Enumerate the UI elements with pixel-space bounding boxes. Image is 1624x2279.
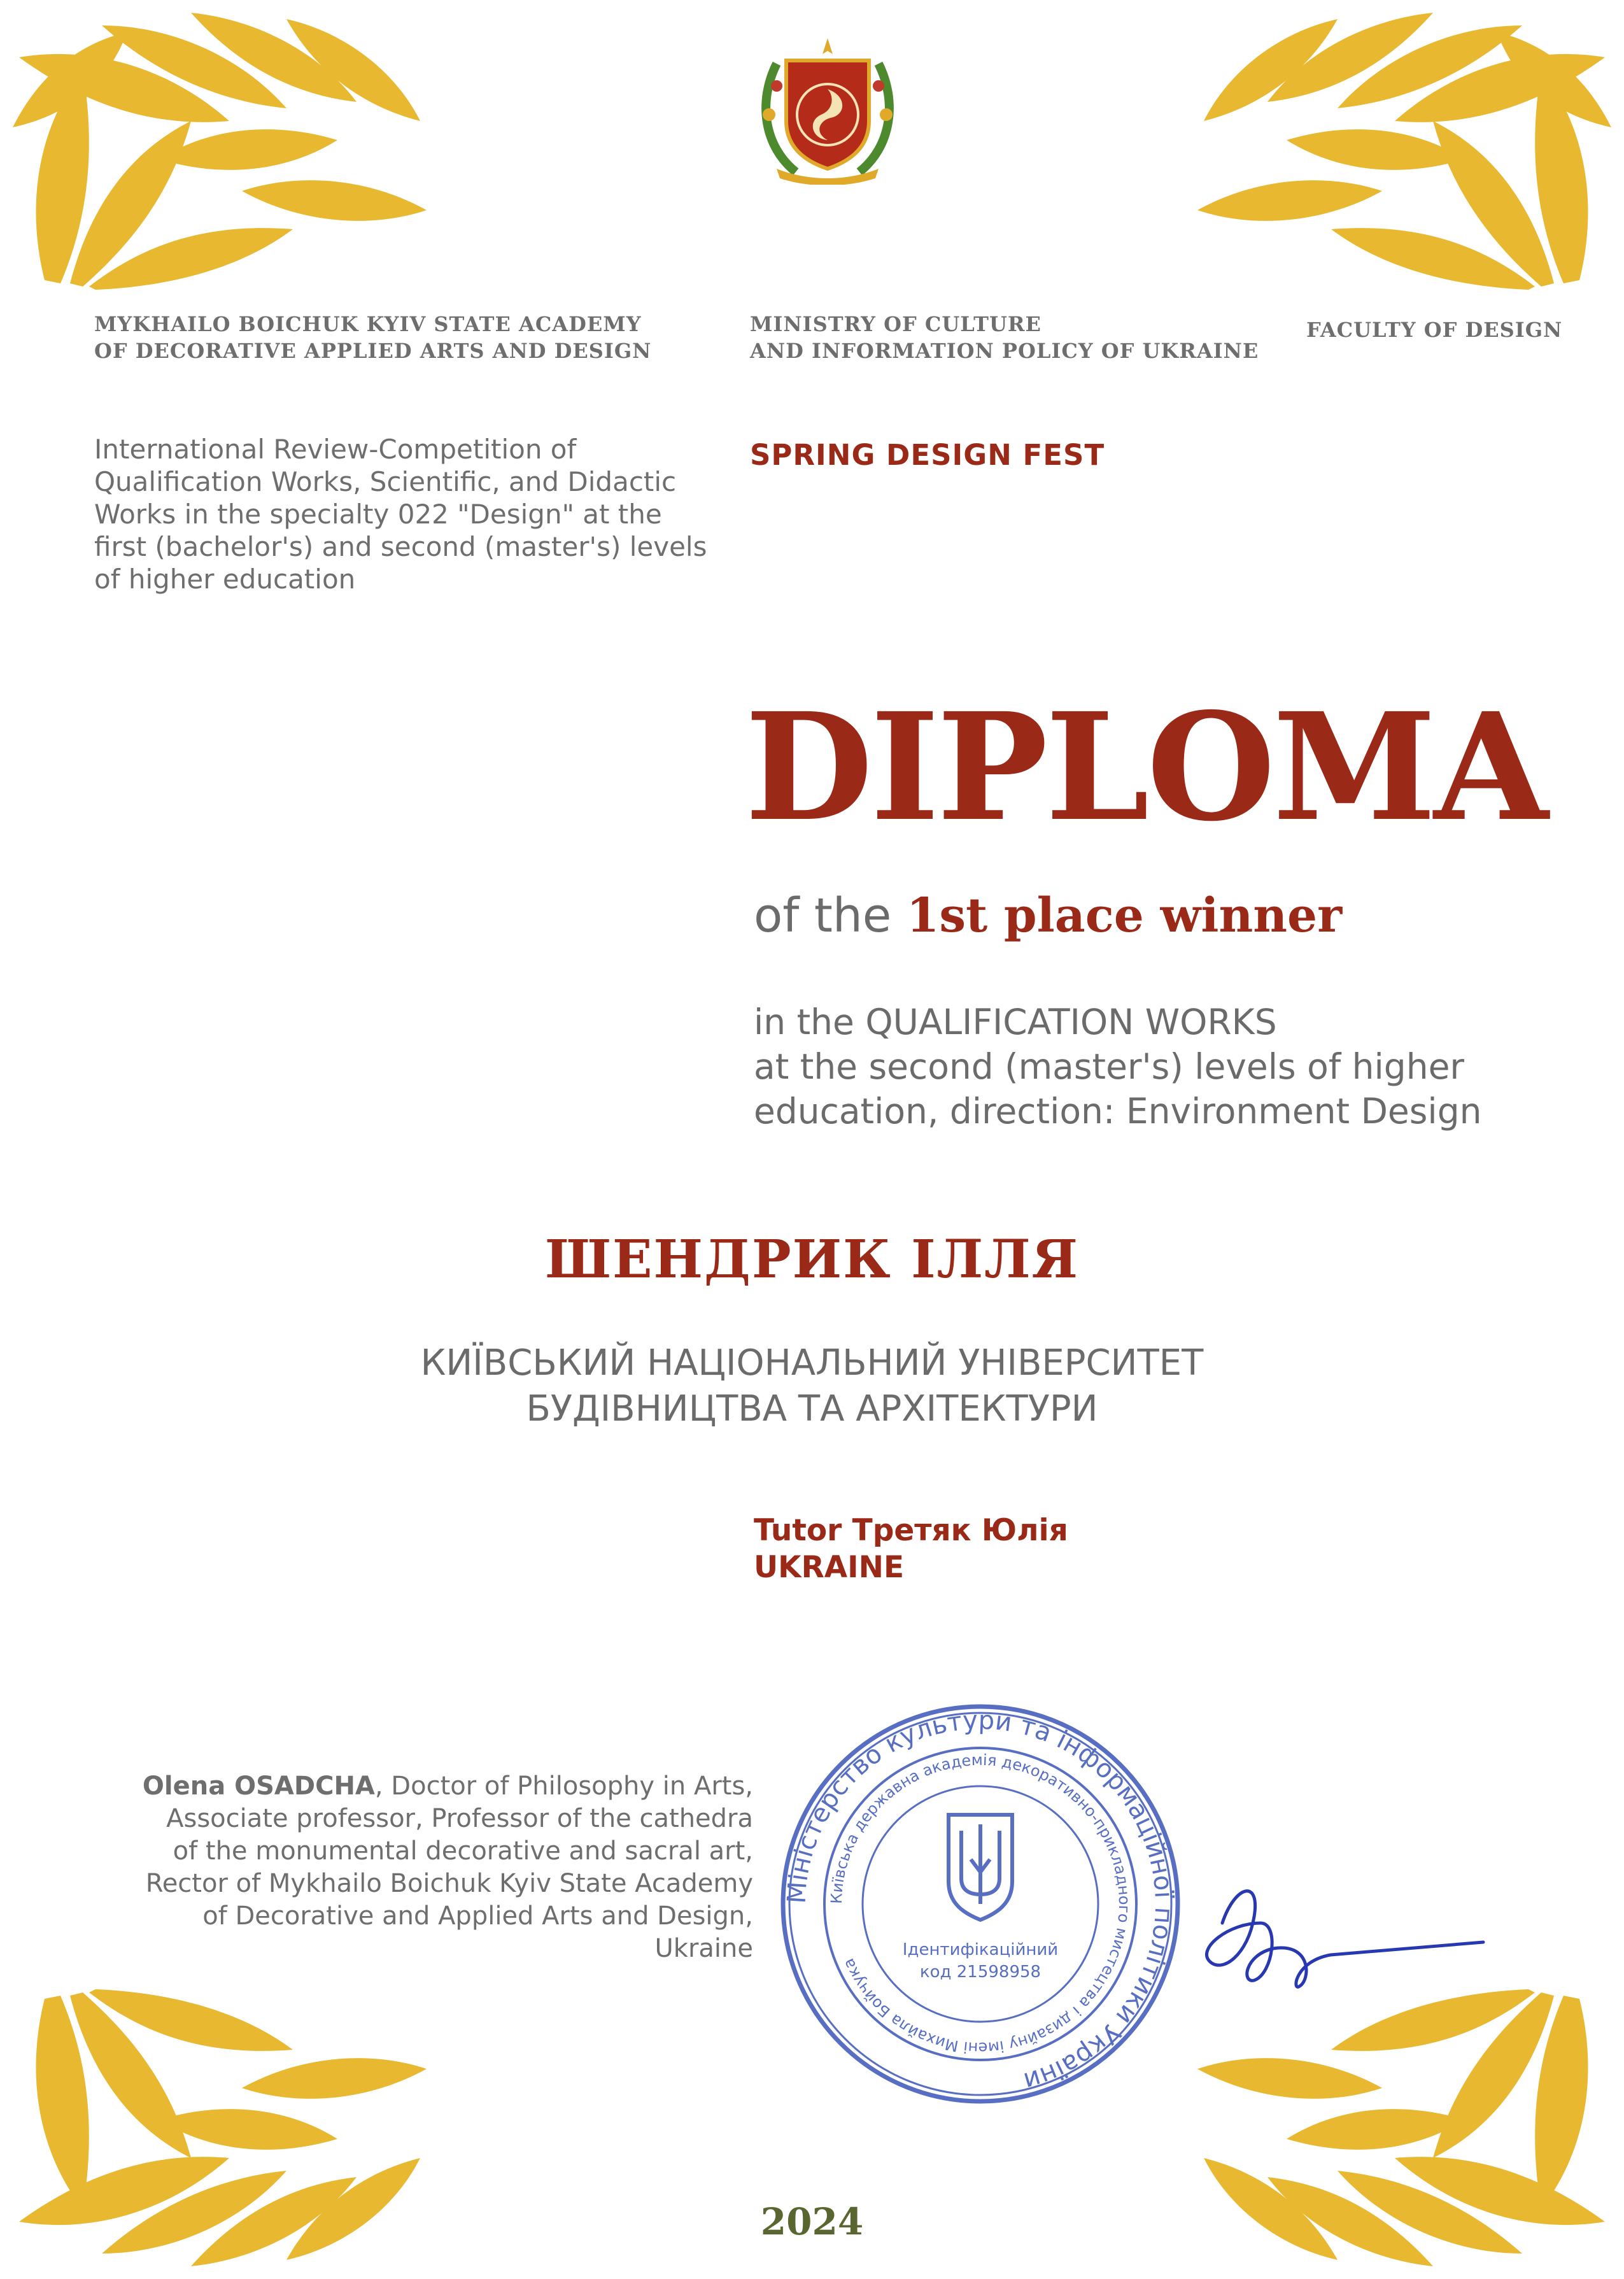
ornament-top-right — [1127, 0, 1624, 299]
intro-line: Works in the specialty 022 "Design" at the — [94, 499, 662, 530]
signatory-line: Rector of Mykhailo Boichuk Kyiv State Academy — [145, 1869, 753, 1898]
diploma-title: DIPLOMA — [745, 680, 1546, 854]
signatory-line: Ukraine — [654, 1934, 753, 1963]
competition-description — [94, 433, 744, 595]
intro-line: first (bachelor's) and second (master's) levels — [94, 531, 707, 562]
academy-emblem-icon — [751, 25, 904, 185]
signatory-line: of the monumental decorative and sacral art, — [173, 1836, 753, 1866]
intro-line: International Review-Competition of — [94, 434, 577, 465]
academy-line-1: MYKHAILO BOICHUK KYIV STATE ACADEMY — [94, 312, 642, 336]
academy-header — [94, 311, 651, 364]
ministry-header — [750, 311, 1259, 364]
subtitle-prefix: of the — [754, 888, 907, 943]
category-line: in the QUALIFICATION WORKS — [754, 1002, 1277, 1042]
ornament-top-left — [0, 0, 497, 299]
intro-line: Qualification Works, Scientific, and Didactic — [94, 466, 677, 497]
tutor-block — [754, 1512, 1068, 1586]
signatory-block — [53, 1770, 753, 1965]
stamp-id-code: код 21598958 — [919, 1963, 1041, 1982]
ministry-line-1: MINISTRY OF CULTURE — [750, 312, 1041, 336]
award-subtitle — [754, 888, 1342, 943]
faculty-header — [1306, 316, 1562, 343]
signatory-title: , Doctor of Philosophy in Arts, — [374, 1771, 753, 1801]
institution-line-2: БУДІВНИЦТВА ТА АРХІТЕКТУРИ — [526, 1388, 1098, 1430]
academy-line-2: OF DECORATIVE APPLIED ARTS AND DESIGN — [94, 339, 652, 363]
signatory-name: Olena OSADCHA — [142, 1771, 375, 1801]
tutor-country: UKRAINE — [754, 1550, 905, 1585]
award-category — [754, 1000, 1481, 1133]
official-stamp — [777, 1700, 1184, 2108]
signatory-line: of Decorative and Applied Arts and Design, — [202, 1901, 753, 1931]
category-line: education, direction: Environment Design — [754, 1091, 1482, 1132]
winner-institution — [0, 1340, 1624, 1432]
year-label: 2024 — [760, 2200, 864, 2243]
signatory-line: Associate professor, Professor of the cathedra — [166, 1804, 753, 1833]
place-label: 1st place winner — [906, 888, 1343, 943]
stamp-id-label: Ідентифікаційний — [902, 1940, 1059, 1959]
stamp-inner-text: Київська державна академія декоративно-прикладного мистецтва і дизайну імені Михайла Бойчука — [827, 1750, 1134, 2057]
institution-line-1: КИЇВСЬКИЙ НАЦІОНАЛЬНИЙ УНІВЕРСИТЕТ — [420, 1342, 1204, 1384]
ministry-line-2: AND INFORMATION POLICY OF UKRAINE — [750, 339, 1259, 363]
event-name: SPRING DESIGN FEST — [750, 438, 1105, 472]
stamp-outer-text: Міністерство культури та інформаційної політики України — [782, 1705, 1179, 2096]
signatory-line — [53, 1770, 753, 1803]
tutor-name: Tutor Третяк Юлія — [754, 1513, 1068, 1548]
intro-line: of higher education — [94, 564, 356, 595]
category-line: at the second (master's) levels of higher — [754, 1046, 1465, 1087]
trident-coat-of-arms-icon — [949, 1815, 1012, 1920]
signature-icon — [1184, 1847, 1502, 2012]
winner-name: ШЕНДРИК ІЛЛЯ — [545, 1229, 1079, 1290]
faculty-label: FACULTY OF DESIGN — [1306, 318, 1563, 342]
